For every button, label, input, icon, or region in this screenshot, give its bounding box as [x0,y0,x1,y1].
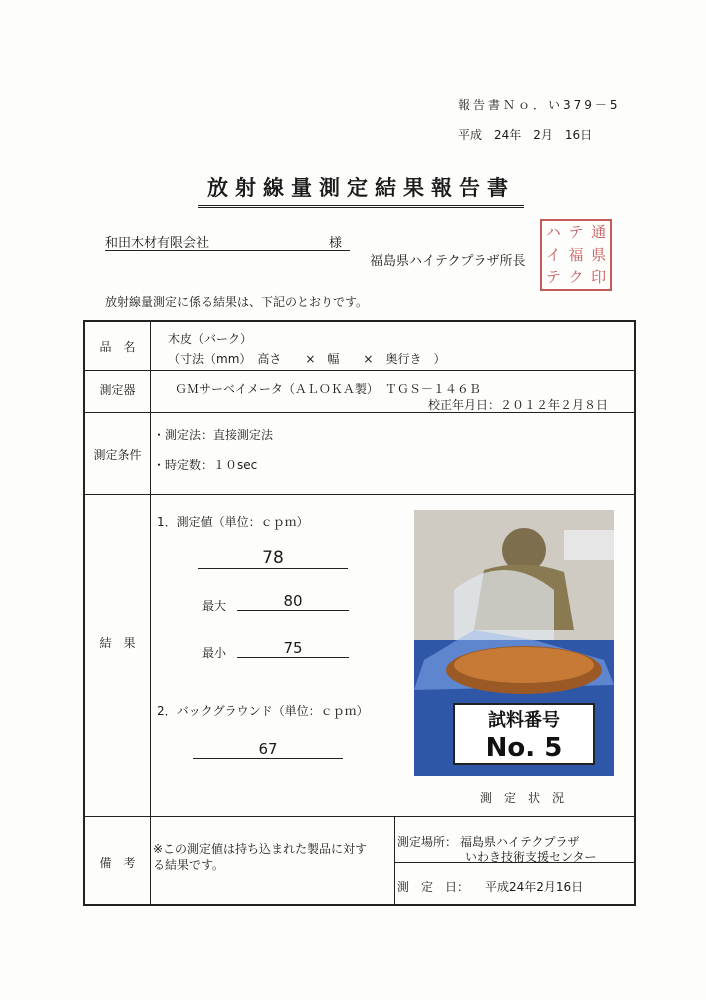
min-label: 最小 [202,646,227,660]
results-label: 結 果 [99,636,136,650]
instrument-model: ＧＭサーベイメータ（ＡＬＯＫＡ製） ＴＧＳ－１４６Ｂ [175,382,481,396]
remarks-note-2: る結果です。 [153,858,225,872]
item-name: 木皮（バーク） [168,332,253,346]
remarks-label: 備 考 [99,856,136,870]
background-heading: 2．バックグラウンド（単位：ｃｐｍ） [157,704,369,718]
intro-text: 放射線量測定に係る結果は、下記のとおりです。 [105,295,369,309]
recipient-honorific: 様 [328,236,342,251]
place-line-1: 福島県ハイテクプラザ [460,835,580,849]
sample-sign-number: No. 5 [485,733,563,763]
official-seal: ハ テ 通 イ 福 県 テ ク 印 [540,219,612,291]
measurement-photo-illustration [414,510,614,776]
report-date: 平成 24年 2月 16日 [458,128,593,142]
max-label: 最大 [202,599,227,613]
time-constant: ・時定数：１０sec [153,458,258,472]
remarks-note-1: ※この測定値は持ち込まれた製品に対す [153,842,368,856]
background-value: 67 [193,740,343,759]
measured-value: 78 [198,548,348,569]
instrument-label: 測定器 [99,383,136,397]
measurement-method: ・測定法：直接測定法 [153,428,274,442]
report-number: 報告書Ｎｏ．い379－5 [458,98,621,112]
item-dimensions: （寸法（mm） 高さ × 幅 × 奥行き ） [168,352,446,366]
measured-heading: 1．測定値（単位：ｃｐｍ） [157,515,309,529]
item-label: 品 名 [99,340,136,354]
max-value: 80 [237,592,349,611]
sample-sign-label: 試料番号 [488,710,560,731]
recipient-line [105,232,350,251]
measure-date-value: 平成24年2月16日 [485,880,584,894]
photo-caption: 測 定 状 況 [479,791,564,805]
issuer-name: 福島県ハイテクプラザ所長 [370,254,526,269]
calibration-date: 校正年月日：２０１２年２月８日 [427,398,608,412]
document-title: 放射線量測定結果報告書 [198,172,524,208]
measurement-photo [414,510,614,776]
conditions-label: 測定条件 [93,448,142,462]
recipient-company: 和田木材有限会社 [105,236,210,251]
min-value: 75 [237,639,349,658]
place-label: 測定場所： [397,835,458,849]
place-line-2: いわき技術支援センター [465,850,597,864]
measure-date-label: 測 定 日： [397,880,470,894]
